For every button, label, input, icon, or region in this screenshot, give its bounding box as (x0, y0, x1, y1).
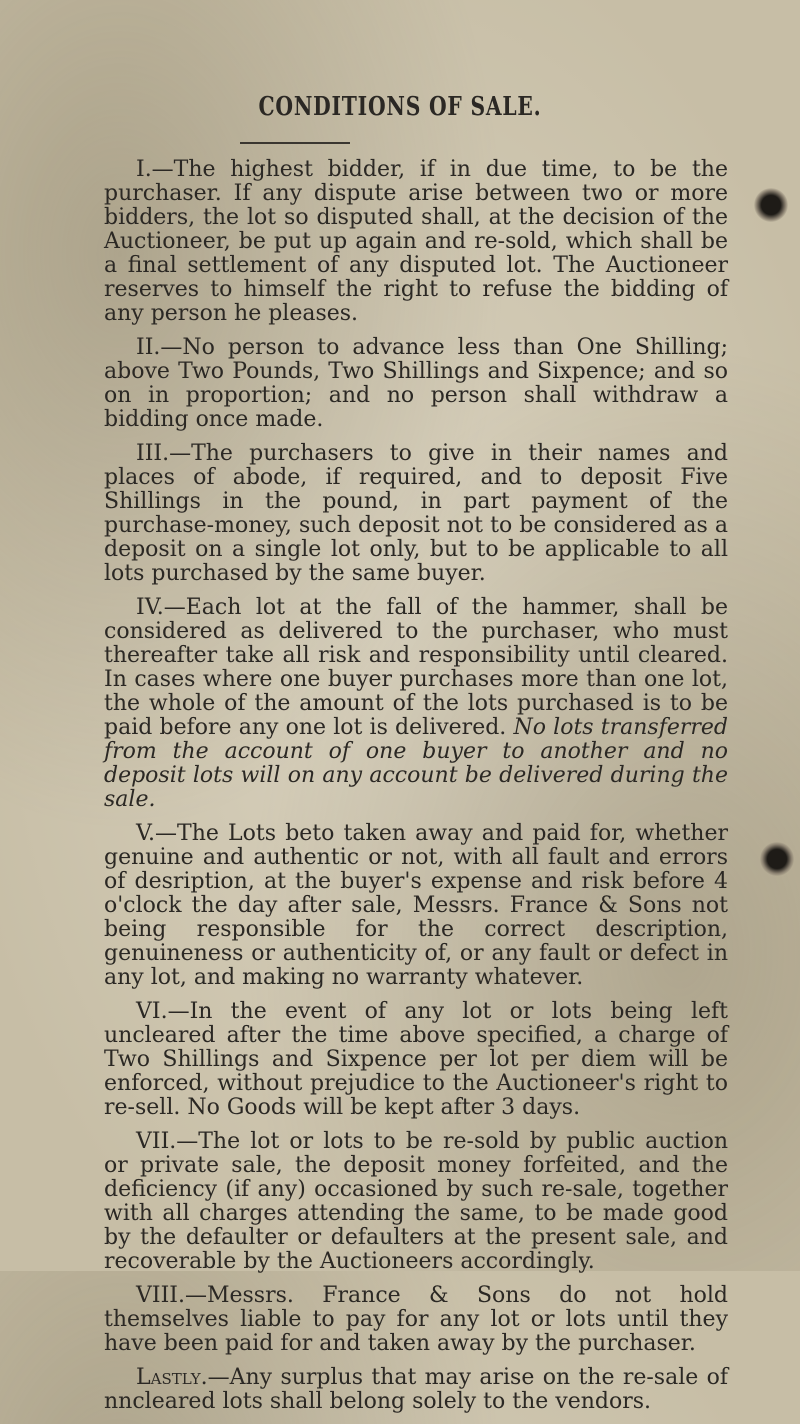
condition-2: II.—No person to advance less than One Shilling; above Two Pounds, Two Shillings and Sixpence; and so on in proportion; and no person shall withdraw a bidding once made. (104, 335, 728, 432)
condition-4 (104, 596, 728, 812)
lastly-label: Lastly. (136, 1365, 208, 1390)
lastly-text: —Any surplus that may arise on the re-sale of (207, 1365, 728, 1390)
condition-4-text: IV.—Each lot at the fall of the hammer, shall be considered as delivered to the purchaser, who must thereafter take all risk and responsibility until cleared. In cases where one buyer purchases more than one lot, the whole of the amount of the lots purchased is to be paid before any one lot is delivered. (104, 595, 728, 740)
condition-3: III.—The purchasers to give in their names and places of abode, if required, and to deposit Five Shillings in the pound, in part payment of the purchase-money, such deposit not to be considered as a deposit on a single lot only, but to be applicable to all lots purchased by the same buyer. (104, 441, 728, 586)
condition-1: I.—The highest bidder, if in due time, to be the purchaser. If any dispute arise between two or more bidders, the lot so disputed shall, at the decision of the Auctioneer, be put up again and re-sold, which shall be a final settlement of any disputed lot. The Auctioneer reserves to himself the right to refuse the bidding of any person he pleases. (104, 157, 728, 326)
binding-hole-bottom (760, 842, 794, 876)
condition-8: VIII.—Messrs. France & Sons do not hold themselves liable to pay for any lot or lots until they have been paid for and taken away by the purchaser. (104, 1283, 728, 1356)
condition-5: V.—The Lots beto taken away and paid for, whether genuine and authentic or not, with all fault and errors of desription, at the buyer's expense and risk before 4 o'clock the day after sale, Messrs. France & Sons not being responsible for the correct description, genuineness or authenticity of, or any fault or defect in any lot, and making no warranty whatever. (104, 821, 728, 990)
condition-4-italic: No lots transferred from the account of one buyer to another and no deposit lots will on any account be delivered during the sale. (104, 715, 728, 812)
conditions-body (104, 158, 728, 1424)
condition-lastly (104, 1366, 728, 1414)
page-title: CONDITIONS OF SALE. (258, 92, 542, 122)
binding-hole-top (754, 188, 788, 222)
condition-7: VII.—The lot or lots to be re-sold by public auction or private sale, the deposit money forfeited, and the deficiency (if any) occasioned by such re-sale, together with all charges attending the same, to be made good by the defaulter or defaulters at the present sale, and recoverable by the Auctioneers accordingly. (104, 1129, 728, 1274)
lastly-tail: nncleared lots shall belong solely to the vendors. (104, 1389, 652, 1414)
title-rule (240, 142, 350, 144)
condition-6: VI.—In the event of any lot or lots being left uncleared after the time above specified, a charge of Two Shillings and Sixpence per lot per diem will be enforced, without prejudice to the Auctioneer's right to re-sell. No Goods will be kept after 3 days. (104, 999, 728, 1120)
